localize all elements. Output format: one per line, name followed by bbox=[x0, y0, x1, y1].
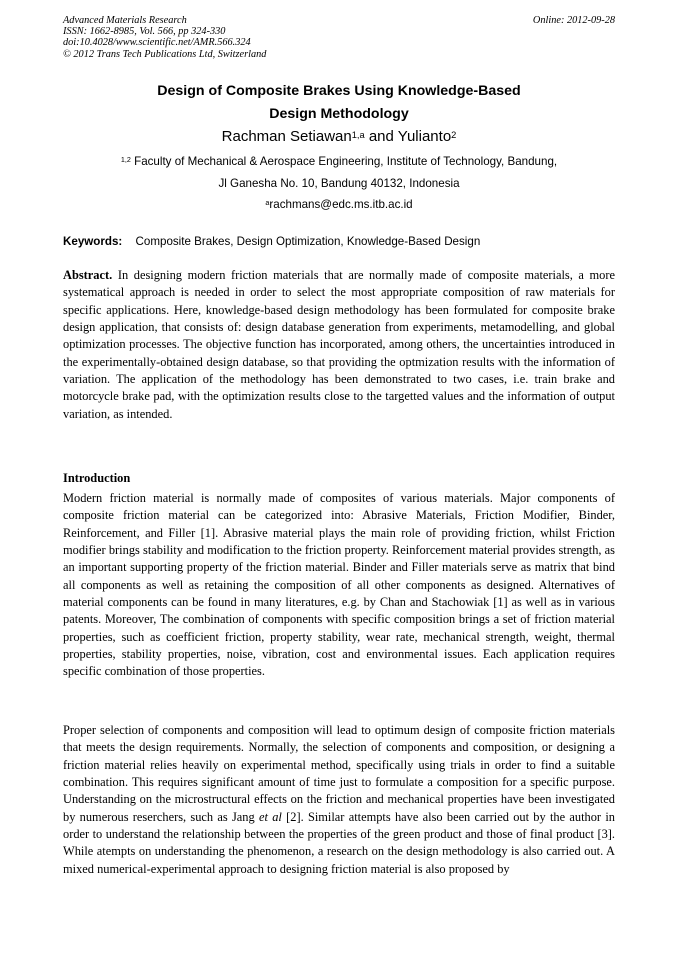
abstract-label: Abstract. bbox=[63, 268, 113, 282]
paper-title bbox=[63, 80, 615, 126]
abstract-text: In designing modern friction materials that are normally made of composite materials, a more systematical approach is needed in order to select the most appropriate composition of raw materials for specific applications. Here, knowledge-based design methodology has been formulated for composite brake design application, that consists of: design database generation from experiments, metamodelling, and global optimization processes. The objective function has incorporated, among others, the uncertainties introduced in the experimentally-obtained design database, so that providing the optmization results with the information of variation. The application of the methodology has been demonstrated to two cases, i.e. train brake and motorcycle brake pad, with the optimization results close to the targetted values and the information of output variation, as intended. bbox=[63, 268, 616, 421]
abstract-section bbox=[63, 267, 615, 423]
affiliation-text-1: Faculty of Mechanical & Aerospace Engineering, Institute of Technology, Bandung, bbox=[134, 155, 558, 168]
journal-header bbox=[63, 15, 615, 60]
email-sup: a bbox=[265, 198, 270, 207]
author-conjunction: and bbox=[368, 128, 394, 145]
introduction-heading: Introduction bbox=[63, 471, 131, 485]
affiliation-text-2: Jl Ganesha No. 10, Bandung 40132, Indonesia bbox=[218, 177, 460, 190]
intro-para-2-text-b: [2]. Similar attempts have also been carried out by the author in order to understand the relationship between the properties of the green product and those of final product [3]. While atempts on understanding the phenomenon, a research on the design methodology is also carried out. A mixed numerical-experimental approach to designing friction material is also proposed by bbox=[63, 809, 615, 876]
title-line-2: Design Methodology bbox=[269, 106, 409, 122]
intro-para-2-etal: et al bbox=[258, 809, 282, 824]
author-1: Rachman Setiawan bbox=[221, 128, 352, 145]
author-2-sup: 2 bbox=[451, 130, 457, 140]
keywords-label: Keywords: bbox=[63, 235, 123, 248]
keywords-section bbox=[63, 234, 615, 249]
keywords-text: Composite Brakes, Design Optimization, Knowledge-Based Design bbox=[135, 235, 481, 248]
affiliation-line-1 bbox=[63, 155, 615, 169]
email-line bbox=[63, 198, 615, 212]
title-line-1: Design of Composite Brakes Using Knowledge-Based bbox=[157, 83, 521, 99]
introduction-paragraph-1 bbox=[63, 490, 615, 681]
doi-line: doi:10.4028/www.scientific.net/AMR.566.324 bbox=[63, 37, 251, 49]
intro-para-1-text: Modern friction material is normally made of composites of various materials. Major components of composite friction material can be categorized into: Abrasive Materials, Friction Modifier, Binder, Reinforcement, and Filler [1]. Abrasive material plays the main role of providing friction, whilst Friction modifier brings stability and modification to the friction property. Reinforcement material provides strength, as an important supporting property of the friction material. Binder and Filler materials serve as matrix that bind all components as well as retaining the composition of all other components as designed. Alternatives of material components can be found in many literatures, e.g. by Chan and Stachowiak [1] as well as in various patents. Moreover, The combination of components with specific composition brings a set of friction material properties, such as coefficient friction, property stability, wear rate, mechanical strength, weight, thermal properties, stability properties, noise, vibration, cost and environmental issues. Each application requires specific combination of those properties. bbox=[63, 491, 615, 679]
intro-para-2-text-a: Proper selection of components and composition will lead to optimum design of composite friction materials that meets the design requirements. Normally, the selection of components and composition, or designing a friction material relies heavily on experimental method, specifically using trials in order to find a suitable combination. This requires significant amount of time just to formulate a composition for a specific purpose. Understanding on the microstructural effects on the friction and mechanical properties have been investigated by numerous reserchers, such as Jang bbox=[63, 723, 615, 824]
online-date: Online: 2012-09-28 bbox=[532, 15, 615, 26]
author-2: Yulianto bbox=[397, 128, 452, 145]
introduction-paragraph-2 bbox=[63, 722, 615, 878]
author-line bbox=[63, 127, 615, 147]
journal-name: Advanced Materials Research bbox=[63, 15, 187, 26]
issn-line: ISSN: 1662-8985, Vol. 566, pp 324-330 bbox=[63, 26, 226, 38]
author-1-sup: 1,a bbox=[351, 130, 365, 140]
copyright-line: © 2012 Trans Tech Publications Ltd, Switzerland bbox=[63, 48, 267, 60]
affiliation-sup: 1,2 bbox=[120, 155, 131, 164]
email-address: rachmans@edc.ms.itb.ac.id bbox=[269, 198, 413, 211]
affiliation-line-2 bbox=[63, 177, 615, 191]
